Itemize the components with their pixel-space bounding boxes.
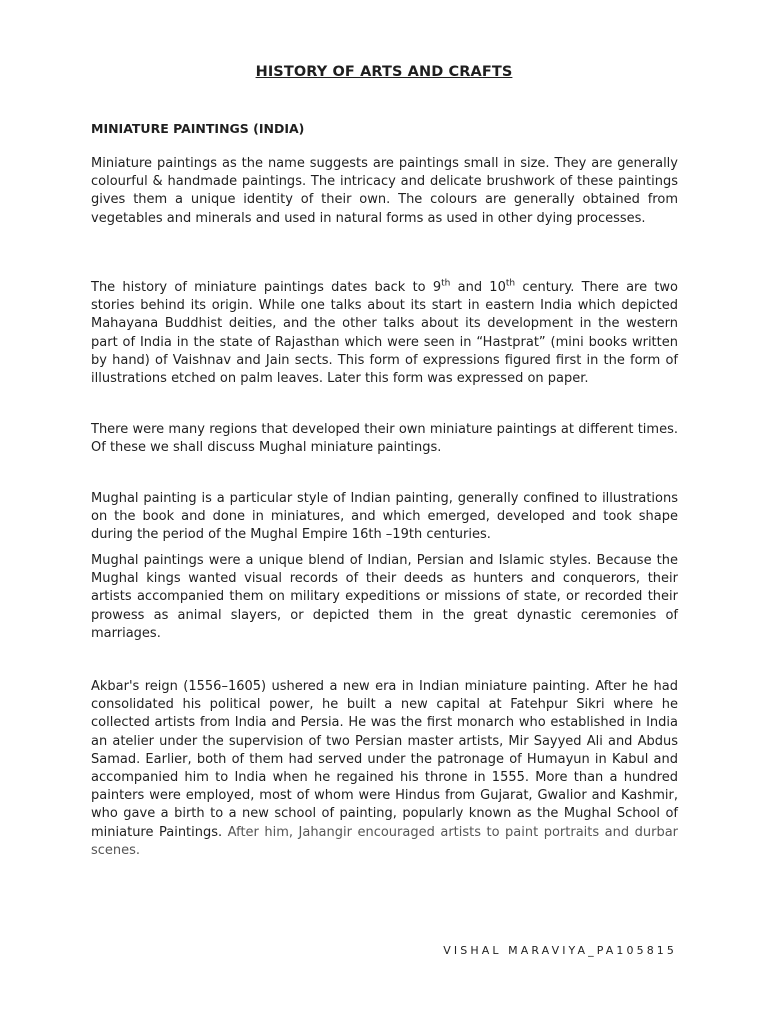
paragraph-history-text-2: and 10 — [450, 280, 506, 295]
paragraph-mughal-blend: Mughal paintings were a unique blend of Indian, Persian and Islamic styles. Because the Mughal kings wanted visual records of their deeds as hunters and conquerors, their artists accompanied them on military expeditions or missions of state, or recorded their prowess as animal slayers, or depicted them in the great dynastic ceremonies of marriages. — [91, 553, 678, 641]
paragraph-history-text-1: The history of miniature paintings dates back to 9 — [91, 280, 442, 295]
paragraph-history — [91, 279, 678, 388]
paragraph-regions: There were many regions that developed their own miniature paintings at different times. Of these we shall discuss Mughal miniature paintings. — [91, 422, 678, 456]
paragraph-intro: Miniature paintings as the name suggests are paintings small in size. They are generally colourful & handmade paintings. The intricacy and delicate brushwork of these paintings gives them a unique identity of their own. The colours are generally obtained from vegetables and minerals and used in natural forms as used in other dying processes. — [91, 156, 678, 226]
superscript-th-2: th — [505, 278, 516, 289]
paragraph-history-text-3: century. There are two stories behind its origin. While one talks about its start in eastern India which depicted Mahayana Buddhist deities, and the other talks about its development in the western part of India in the state of Rajasthan which were seen in “Hastprat” (mini books written by hand) of Vaishnav and Jain sects. This form of expressions figured first in the form of illustrations etched on palm leaves. Later this form was expressed on paper. — [91, 280, 679, 387]
paragraph-akbar-reign — [91, 678, 678, 860]
superscript-th-1: th — [441, 278, 451, 289]
section-heading: MINIATURE PAINTINGS (INDIA) — [91, 121, 305, 136]
paragraph-akbar-faded-text: After him, Jahangir encouraged artists to paint portraits and durbar scenes. — [91, 824, 679, 858]
paragraph-mughal-style: Mughal painting is a particular style of Indian painting, generally confined to illustrations on the book and done in miniatures, and which emerged, developed and took shape during the period of the Mughal Empire 16th –19th centuries. — [91, 491, 678, 543]
paragraph-akbar-text: Akbar's reign (1556–1605) ushered a new era in Indian miniature painting. After he had consolidated his political power, he built a new capital at Fatehpur Sikri where he collected artists from India and Persia. He was the first monarch who established in India an atelier under the supervision of two Persian master artists, Mir Sayyed Ali and Abdus Samad. Earlier, both of them had served under the patronage of Humayun in Kabul and accompanied him to India when he regained his throne in 1555. More than a hundred painters were employed, most of whom were Hindus from Gujarat, Gwalior and Kashmir, who gave a birth to a new school of painting, popularly known as the Mughal School of miniature Paintings. — [91, 679, 678, 840]
page-title: HISTORY OF ARTS AND CRAFTS — [255, 64, 513, 80]
footer-author-id: VISHAL MARAVIYA_PA105815 — [443, 944, 677, 957]
